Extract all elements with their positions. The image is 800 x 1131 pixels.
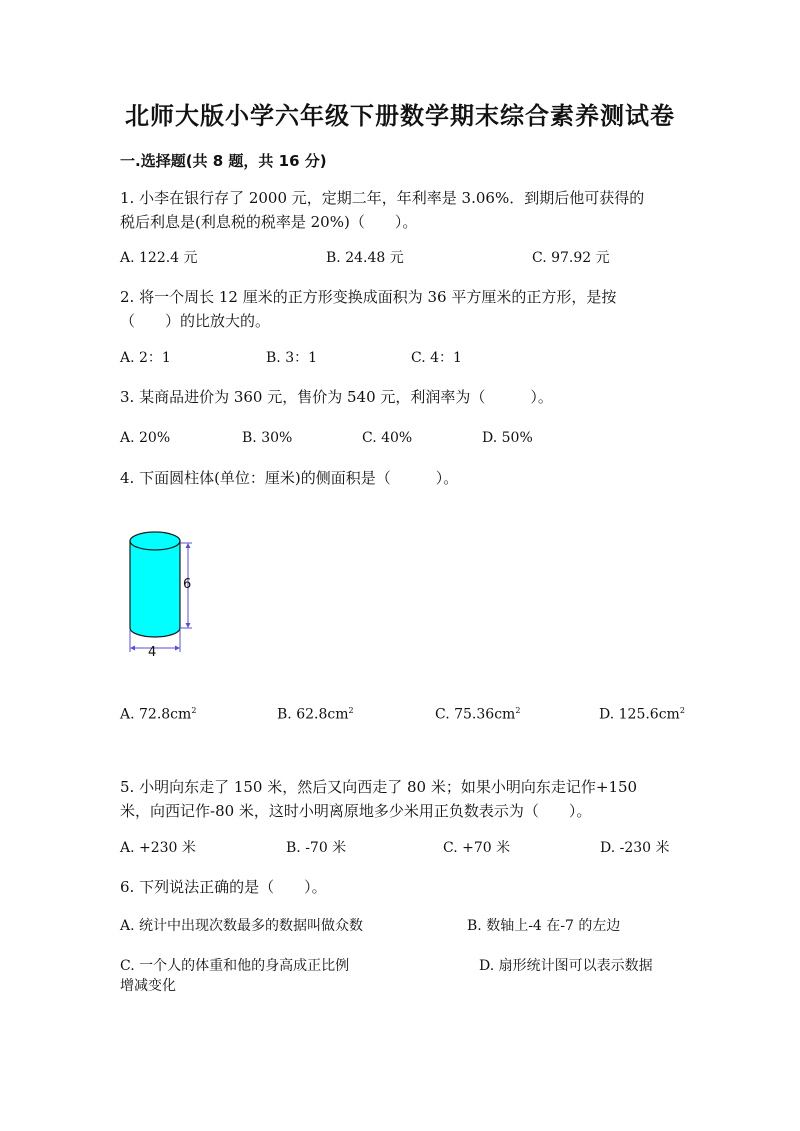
q4-stem: 4. 下面圆柱体(单位：厘米)的侧面积是（ ）。 <box>120 469 459 487</box>
q1-option-b[interactable]: B. 24.48 元 <box>326 250 404 266</box>
q4-option-c[interactable] <box>435 699 520 727</box>
height-label: 6 <box>183 577 192 592</box>
q6-option-b[interactable]: B. 数轴上-4 在-7 的左边 <box>467 918 621 934</box>
q5-option-a[interactable]: A. +230 米 <box>120 840 196 856</box>
q2-option-c[interactable]: C. 4：1 <box>411 350 462 366</box>
q4-option-b-text: B. 62.8cm <box>277 706 349 723</box>
q4-option-d-text: D. 125.6cm <box>599 706 680 723</box>
section-heading: 一.选择题(共 8 题，共 16 分) <box>120 152 327 170</box>
q6-stem: 6. 下列说法正确的是（ ）。 <box>120 878 327 896</box>
q4-option-c-text: C. 75.36cm <box>435 706 516 723</box>
q5-option-c[interactable]: C. +70 米 <box>443 840 511 856</box>
q5-option-d[interactable]: D. -230 米 <box>600 840 670 856</box>
q6-option-a[interactable]: A. 统计中出现次数最多的数据叫做众数 <box>120 918 364 934</box>
q3-option-a[interactable]: A. 20% <box>120 430 171 446</box>
q3-option-b[interactable]: B. 30% <box>242 430 293 446</box>
q3-stem: 3. 某商品进价为 360 元，售价为 540 元，利润率为（ ）。 <box>120 388 553 406</box>
unit-superscript: 2 <box>348 706 354 715</box>
page-title: 北师大版小学六年级下册数学期末综合素养测试卷 <box>125 102 675 130</box>
q1-stem-line2: 税后利息是(利息税的税率是 20%)（ ）。 <box>120 213 418 231</box>
cylinder-figure <box>118 516 218 661</box>
q1-stem-line1: 1. 小李在银行存了 2000 元，定期二年，年利率是 3.06%．到期后他可获得的 <box>120 189 645 207</box>
q1-option-c[interactable]: C. 97.92 元 <box>532 250 610 266</box>
q2-option-a[interactable]: A. 2：1 <box>120 350 171 366</box>
q3-option-c[interactable]: C. 40% <box>362 430 413 446</box>
q4-option-d[interactable] <box>599 699 685 727</box>
q5-stem-line1: 5. 小明向东走了 150 米，然后又向西走了 80 米；如果小明向东走记作+150 <box>120 778 638 796</box>
unit-superscript: 2 <box>515 706 521 715</box>
q5-option-b[interactable]: B. -70 米 <box>286 840 347 856</box>
cylinder-shape <box>130 532 180 637</box>
q2-stem-line1: 2. 将一个周长 12 厘米的正方形变换成面积为 36 平方厘米的正方形，是按 <box>120 288 617 306</box>
q2-stem-line2: （ ）的比放大的。 <box>120 312 271 330</box>
unit-superscript: 2 <box>191 706 197 715</box>
q3-option-d[interactable]: D. 50% <box>482 430 533 446</box>
diameter-label: 4 <box>148 645 157 660</box>
q6-option-c[interactable]: C. 一个人的体重和他的身高成正比例 <box>120 958 350 974</box>
q2-option-b[interactable]: B. 3：1 <box>266 350 318 366</box>
q5-stem-line2: 米，向西记作-80 米，这时小明离原地多少米用正负数表示为（ ）。 <box>120 802 592 820</box>
unit-superscript: 2 <box>679 706 685 715</box>
q4-option-b[interactable] <box>277 699 354 727</box>
q1-option-a[interactable]: A. 122.4 元 <box>120 250 198 266</box>
q4-option-a[interactable] <box>120 699 196 727</box>
q6-option-d-continued: 增减变化 <box>120 978 176 994</box>
q6-option-d[interactable]: D. 扇形统计图可以表示数据 <box>479 958 653 974</box>
q4-option-a-text: A. 72.8cm <box>120 706 192 723</box>
